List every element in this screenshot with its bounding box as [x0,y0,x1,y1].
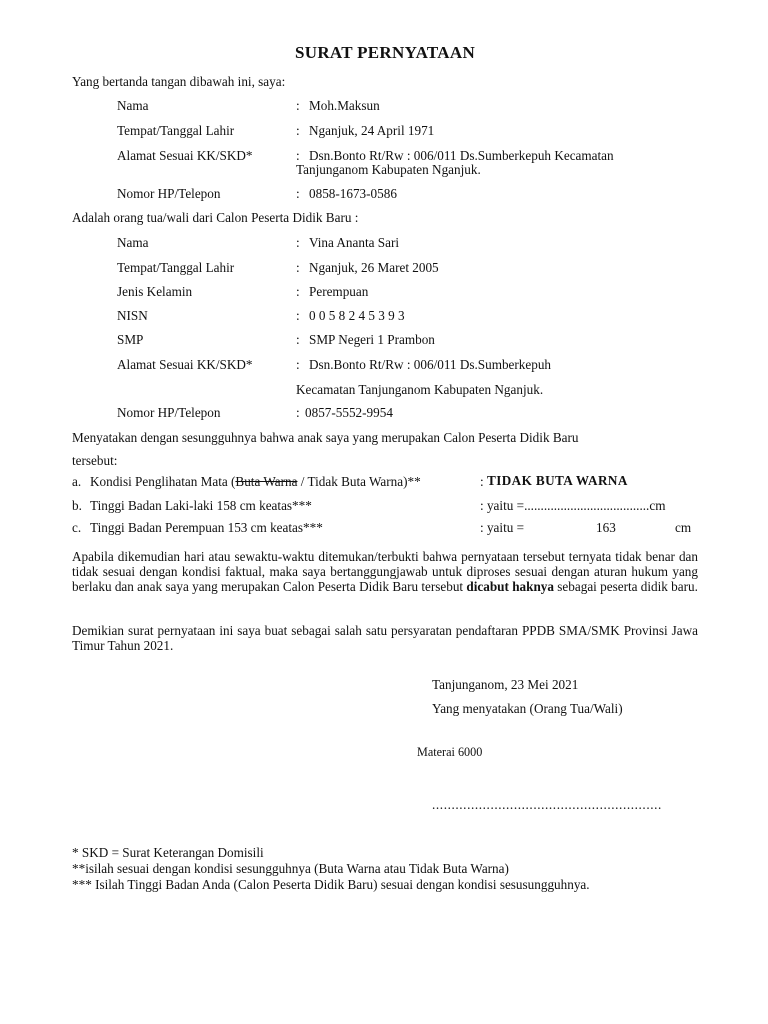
item-b-marker: b. [72,498,82,513]
child-nisn-label: NISN [117,308,148,323]
item-c-value-unit: cm [675,520,692,535]
child-phone-label: Nomor HP/Telepon [117,405,221,420]
item-a-text: Kondisi Penglihatan Mata (Buta Warna / Tidak Buta Warna)** [90,474,421,489]
parent-name-value: Moh.Maksun [309,98,380,113]
child-intro-text: Adalah orang tua/wali dari Calon Peserta Didik Baru : [72,210,359,225]
child-school-label: SMP [117,332,144,347]
child-phone-value: 0857-5552-9954 [305,405,393,420]
parent-phone-value: 0858-1673-0586 [309,186,397,201]
colon: : [296,235,300,250]
child-nisn-value: 0 0 5 8 2 4 5 3 9 3 [309,308,405,323]
declaration-line2: tersebut: [72,453,118,468]
child-address-label: Alamat Sesuai KK/SKD* [117,357,253,372]
colon: : [296,260,300,275]
colon: : [296,308,300,323]
signature-line: ........................................................... [432,797,662,812]
parent-address-line2: Tanjunganom Kabupaten Nganjuk. [296,162,481,177]
emphasis-text: dicabut haknya [466,579,554,594]
child-name-value: Vina Ananta Sari [309,235,400,250]
document-title: SURAT PERNYATAAN [295,43,476,62]
colon: : [296,284,300,299]
parent-birth-label: Tempat/Tanggal Lahir [117,123,235,138]
child-name-label: Nama [117,235,149,250]
child-birth-value: Nganjuk, 26 Maret 2005 [309,260,439,275]
colon: : [296,405,300,420]
parent-phone-label: Nomor HP/Telepon [117,186,221,201]
stamp-label: Materai 6000 [417,745,483,759]
item-b-value: : yaitu =......................................cm [480,498,666,513]
signer-role: Yang menyatakan (Orang Tua/Wali) [432,701,623,716]
child-address-line2: Kecamatan Tanjunganom Kabupaten Nganjuk. [296,382,544,397]
item-c-marker: c. [72,520,82,535]
place-date: Tanjunganom, 23 Mei 2021 [432,677,579,692]
declaration-line1: Menyatakan dengan sesungguhnya bahwa anak saya yang merupakan Calon Peserta Didik Baru [72,430,579,445]
colon: : [296,123,300,138]
parent-birth-value: Nganjuk, 24 April 1971 [309,123,435,138]
struck-option: Buta Warna [235,474,298,489]
child-gender-label: Jenis Kelamin [117,284,193,299]
child-gender-value: Perempuan [309,284,369,299]
child-address-line1: Dsn.Bonto Rt/Rw : 006/011 Ds.Sumberkepuh [309,357,552,372]
item-a-marker: a. [72,474,82,489]
colon: : [296,332,300,347]
child-birth-label: Tempat/Tanggal Lahir [117,260,235,275]
item-a-value: TIDAK BUTA WARNA [487,473,628,488]
item-c-value-number: 163 [596,520,616,535]
item-c-text: Tinggi Badan Perempuan 153 cm keatas*** [90,520,323,535]
item-b-text: Tinggi Badan Laki-laki 158 cm keatas*** [90,498,312,513]
colon: : [296,186,300,201]
footnote-1: * SKD = Surat Keterangan Domisili [72,845,264,860]
item-c-value-label: : yaitu = [480,520,525,535]
colon: : [296,148,300,163]
colon: : [296,357,300,372]
intro-text: Yang bertanda tangan dibawah ini, saya: [72,74,286,89]
footnote-2: **isilah sesuai dengan kondisi sesungguhnya (Buta Warna atau Tidak Buta Warna) [72,861,509,876]
child-school-value: SMP Negeri 1 Prambon [309,332,435,347]
colon: : [296,98,300,113]
footnote-3: *** Isilah Tinggi Badan Anda (Calon Peserta Didik Baru) sesuai dengan kondisi sesusungguhnya. [72,877,590,892]
parent-address-label: Alamat Sesuai KK/SKD* [117,148,253,163]
parent-address-line1: Dsn.Bonto Rt/Rw : 006/011 Ds.Sumberkepuh Kecamatan [309,148,614,163]
paragraph-closing: Demikian surat pernyataan ini saya buat sebagai salah satu persyaratan pendaftaran PPDB SMA/SMK Provinsi Jawa Timur Tahun 2021. [72,623,698,653]
paragraph-consequence: Apabila dikemudian hari atau sewaktu-waktu ditemukan/terbukti bahwa pernyataan tersebut ternyata tidak benar dan tidak sesuai dengan kondisi faktual, maka saya bertanggungjawab untuk diproses sesuai dengan aturan hukum yang berlaku dan anak saya yang merupakan Calon Peserta Didik Baru tersebut dicabut haknya sebagai peserta didik baru. [72,549,698,594]
colon: : [480,474,484,489]
parent-name-label: Nama [117,98,149,113]
